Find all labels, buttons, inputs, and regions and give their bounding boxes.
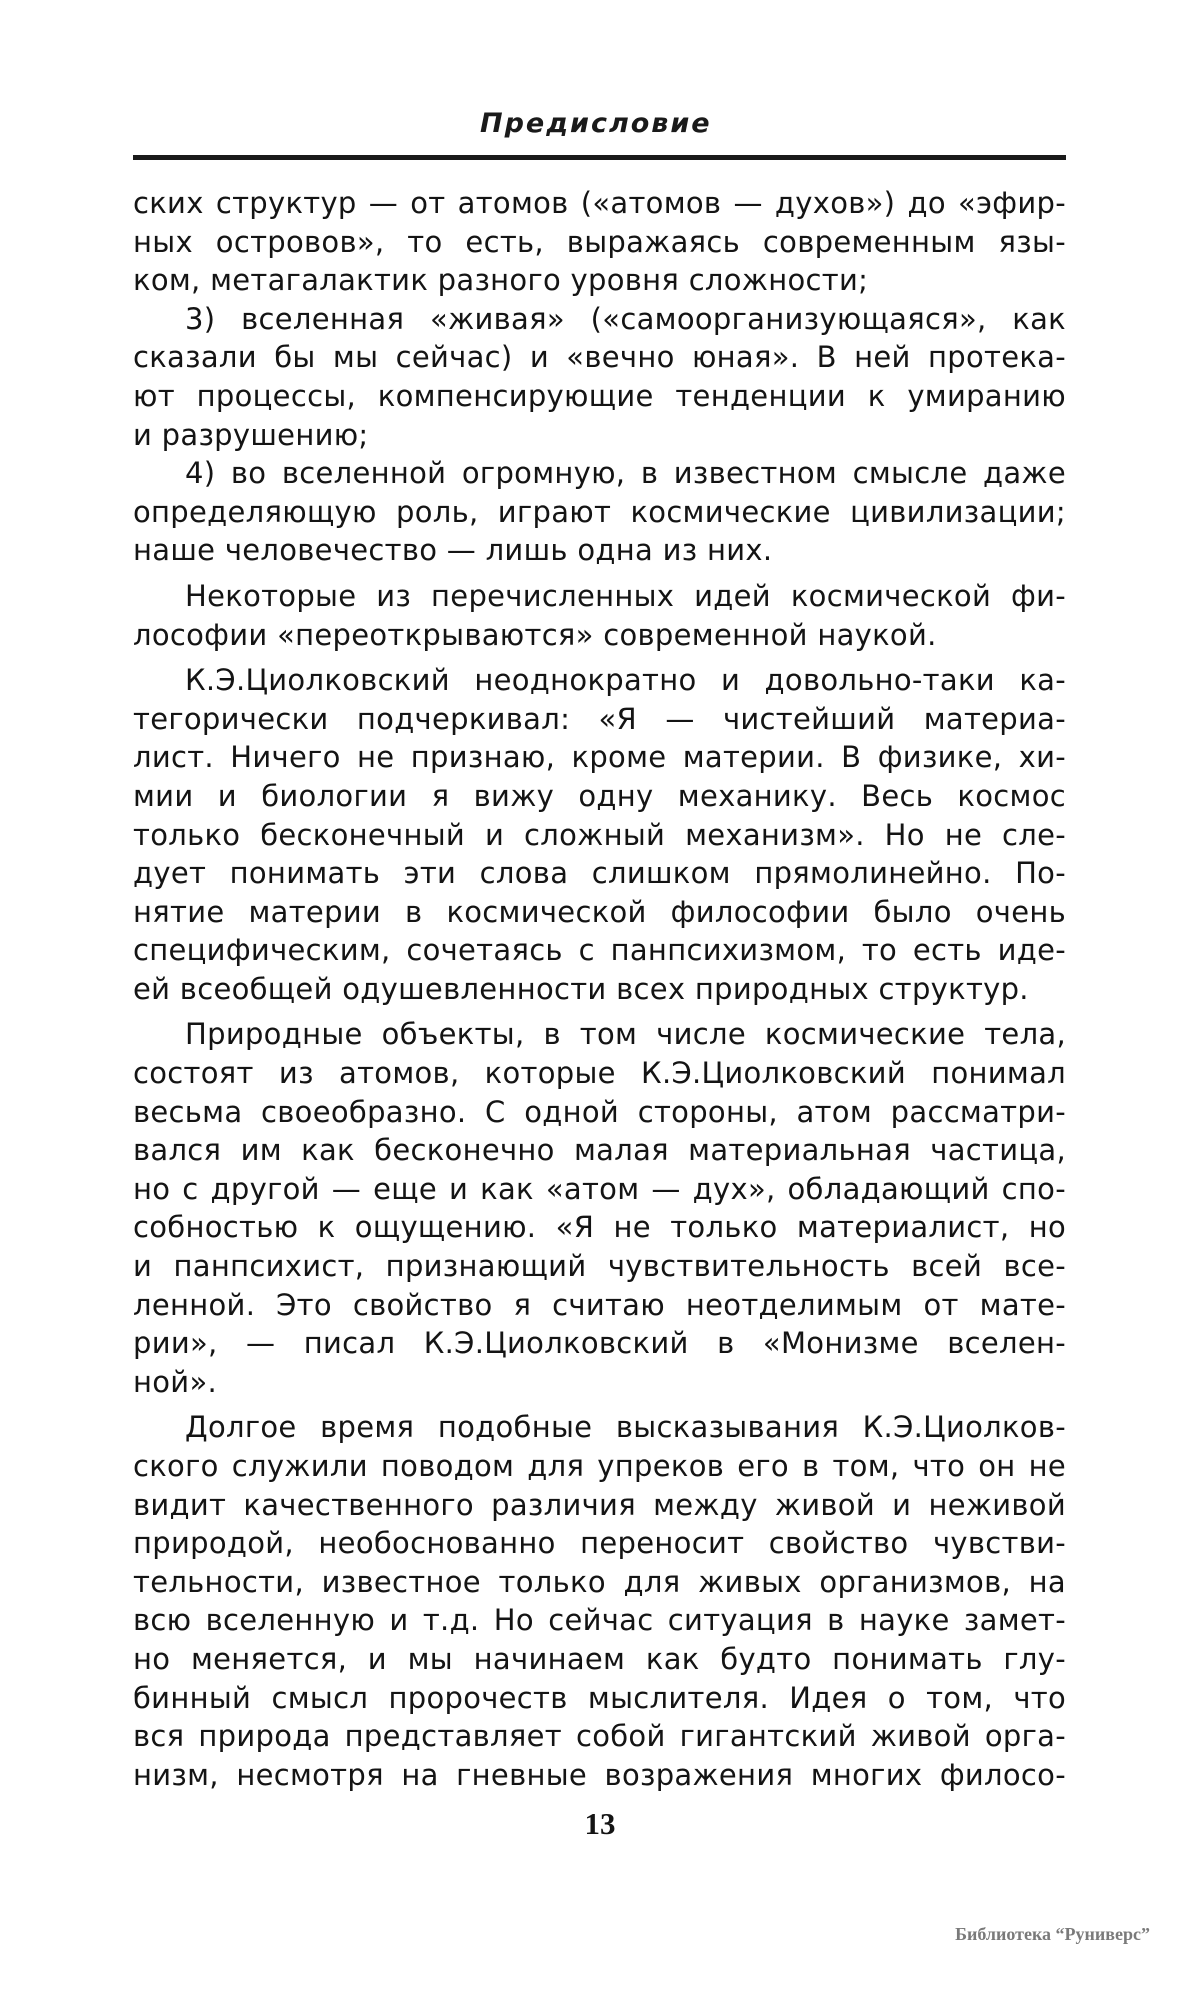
- page-body: [133, 184, 1066, 1794]
- text-line: нятие материи в космической философии было очень: [133, 894, 1066, 929]
- text-line: Природные объекты, в том числе космические тела,: [185, 1017, 1066, 1052]
- text-line: рии», — писал К.Э.Циолковский в «Монизме вселен-: [133, 1326, 1066, 1361]
- text-line: К.Э.Циолковский неоднократно и довольно-таки ка-: [185, 663, 1066, 698]
- text-line: бинный смысл пророчеств мыслителя. Идея о том, что: [133, 1680, 1066, 1715]
- text-line: дует понимать эти слова слишком прямолинейно. По-: [133, 856, 1066, 891]
- text-line: Некоторые из перечисленных идей космической фи-: [185, 578, 1066, 613]
- library-watermark: Библиотека “Руниверс”: [955, 1924, 1150, 1944]
- text-line: всю вселенную и т.д. Но сейчас ситуация в науке замет-: [133, 1603, 1066, 1638]
- text-line: но меняется, и мы начинаем как будто понимать глу-: [133, 1641, 1066, 1676]
- page-number: 13: [584, 1806, 616, 1841]
- paragraph: [133, 1408, 1066, 1794]
- text-line: но с другой — еще и как «атом — дух», обладающий спо-: [133, 1171, 1066, 1206]
- text-line: ком, метагалактик разного уровня сложности;: [133, 263, 869, 298]
- text-line: ной».: [133, 1364, 218, 1399]
- text-line: сказали бы мы сейчас) и «вечно юная». В ней протека-: [133, 340, 1066, 375]
- text-line: тегорически подчеркивал: «Я — чистейший материа-: [133, 701, 1066, 736]
- text-line: ных островов», то есть, выражаясь современным язы-: [133, 224, 1066, 259]
- paragraph: [133, 661, 1066, 1008]
- text-line: ей всеобщей одушевленности всех природных структур.: [133, 971, 1029, 1006]
- text-line: ют процессы, компенсирующие тенденции к умиранию: [133, 378, 1066, 413]
- text-line: вался им как бесконечно малая материальная частица,: [133, 1133, 1066, 1168]
- text-line: и панпсихист, признающий чувствительность всей все-: [133, 1249, 1066, 1284]
- text-line: природой, необоснованно переносит свойство чувстви-: [133, 1526, 1066, 1561]
- text-line: состоят из атомов, которые К.Э.Циолковский понимал: [133, 1056, 1066, 1091]
- text-line: только бесконечный и сложный механизм». Но не сле-: [133, 817, 1066, 852]
- text-line: мии и биологии я вижу одну механику. Весь космос: [133, 778, 1066, 813]
- text-line: и разрушению;: [133, 417, 369, 452]
- text-line: 3) вселенная «живая» («самоорганизующаяся», как: [185, 301, 1066, 336]
- text-line: ского служили поводом для упреков его в том, что он не: [133, 1449, 1066, 1483]
- text-line: наше человечество — лишь одна из них.: [133, 533, 773, 568]
- text-line: весьма своеобразно. С одной стороны, атом рассматри-: [133, 1094, 1066, 1129]
- text-line: низм, несмотря на гневные возражения многих филосо-: [133, 1757, 1066, 1792]
- paragraph-list-item-3: [133, 300, 1066, 454]
- text-line: собностью к ощущению. «Я не только материалист, но: [133, 1210, 1066, 1245]
- header-rule: [133, 155, 1066, 160]
- paragraph: [133, 1015, 1066, 1401]
- paragraph-list-item-4: [133, 454, 1066, 570]
- text-line: лист. Ничего не признаю, кроме материи. В физике, хи-: [133, 740, 1066, 775]
- text-line: 4) во вселенной огромную, в известном смысле даже: [185, 456, 1066, 491]
- paragraph: [133, 577, 1066, 654]
- text-line: лософии «переоткрываются» современной наукой.: [133, 617, 937, 652]
- paragraph-continuation: [133, 184, 1066, 300]
- text-line: специфическим, сочетаясь с панпсихизмом, то есть иде-: [133, 933, 1066, 968]
- running-title: Предисловие: [480, 108, 712, 139]
- text-line: тельности, известное только для живых организмов, на: [133, 1564, 1066, 1599]
- text-line: Долгое время подобные высказывания К.Э.Циолков-: [185, 1410, 1066, 1445]
- text-line: ских структур — от атомов («атомов — духов») до «эфир-: [133, 186, 1066, 220]
- text-line: видит качественного различия между живой и неживой: [133, 1487, 1066, 1522]
- text-line: определяющую роль, играют космические цивилизации;: [133, 494, 1066, 529]
- text-line: вся природа представляет собой гигантский живой орга-: [133, 1719, 1066, 1754]
- text-line: ленной. Это свойство я считаю неотделимым от мате-: [133, 1287, 1066, 1322]
